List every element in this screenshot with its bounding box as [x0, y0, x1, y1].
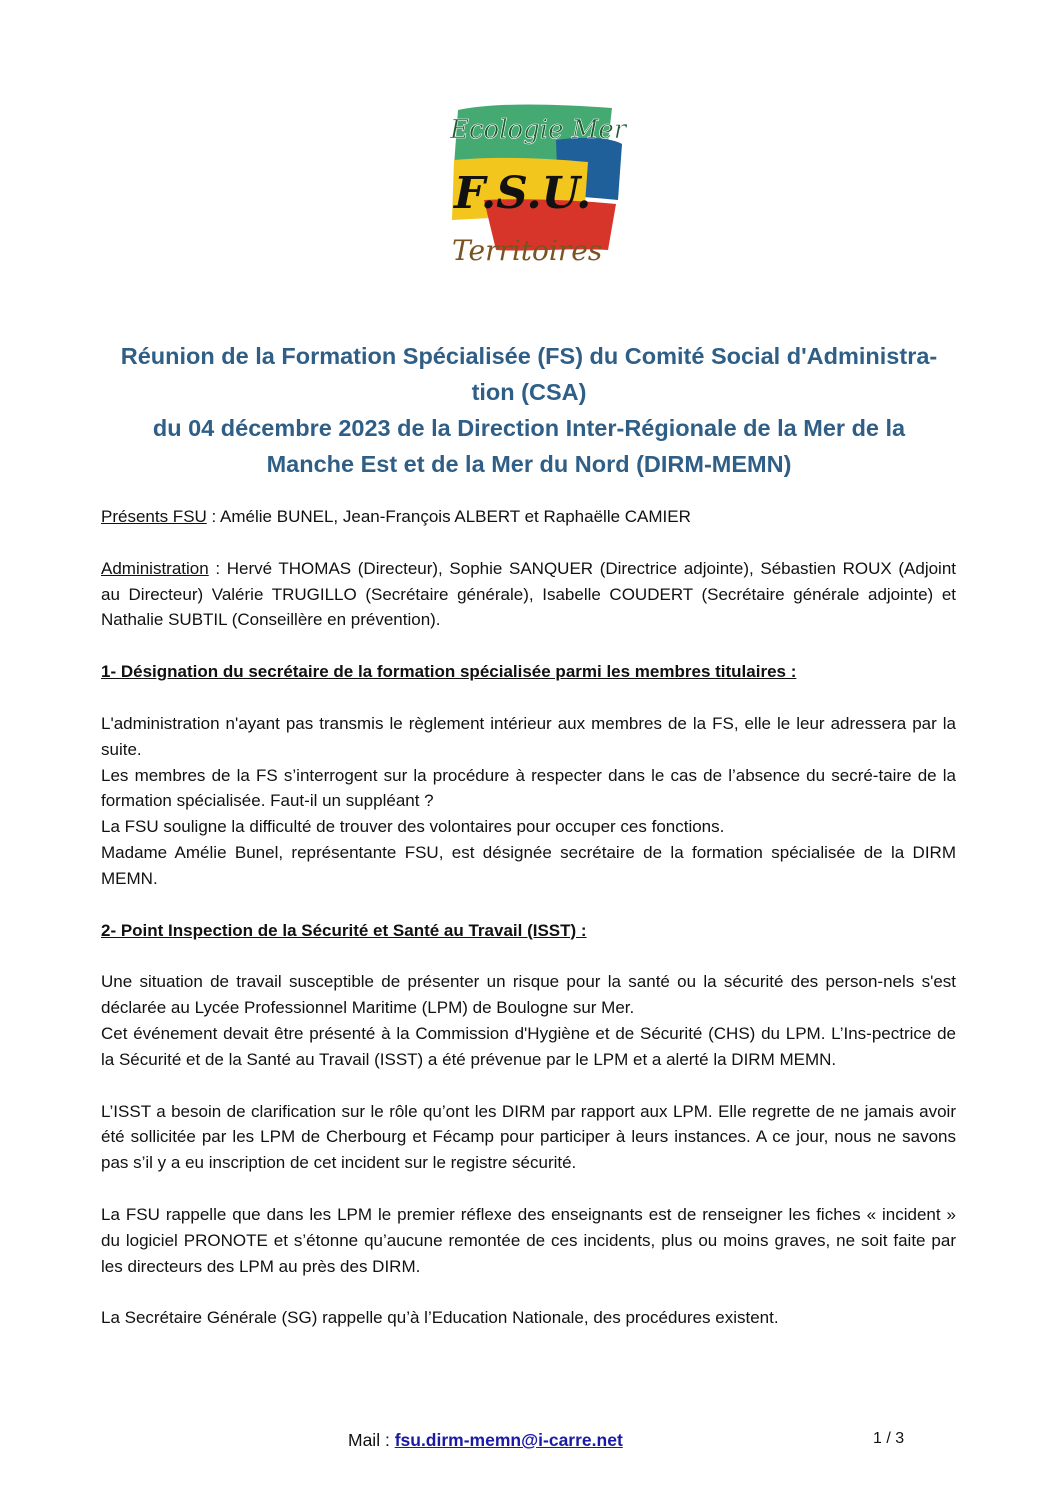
footer-mail: [348, 1430, 623, 1451]
administration-text: : Hervé THOMAS (Directeur), Sophie SANQUER (Directrice adjointe), Sébastien ROUX (Adjoint au Directeur) Valérie TRUGILLO (Secrétaire générale), Isabelle COUDERT (Secrétaire générale adjointe) et Nathalie SUBTIL (Conseillère en prévention).: [101, 558, 956, 630]
section-2-line: Cet événement devait être présenté à la Commission d'Hygiène et de Sécurité (CHS) du LPM. L’Ins-pectrice de la Sécurité et de la Santé au Travail (ISST) a été prévenue par le LPM et a alerté la DIRM MEMN.: [101, 1023, 956, 1069]
title-line-3: du 04 décembre 2023 de la Direction Inter-Régionale de la Mer de la: [152, 415, 906, 441]
section-1-line: L'administration n'ayant pas transmis le règlement intérieur aux membres de la FS, elle le leur adressera par la suite.: [101, 713, 956, 759]
section-1-line: Madame Amélie Bunel, représentante FSU, est désignée secrétaire de la formation spécialisée de la DIRM MEMN.: [101, 842, 956, 888]
page-number: 1 / 3: [873, 1430, 905, 1447]
fsu-logo: [436, 100, 628, 272]
logo-top-text: Ecologie Mer: [450, 115, 627, 145]
section-1-line: La FSU souligne la difficulté de trouver des volontaires pour occuper ces fonctions.: [101, 817, 725, 837]
section-2-paragraph-3: La FSU rappelle que dans les LPM le premier réflexe des enseignants est de renseigner les fiches « incident » du logiciel PRONOTE et s’étonne qu’aucune remontée de ces incidents, plus ou moins graves, ne soit faite par les directeurs des LPM au près des DIRM.: [101, 1204, 956, 1276]
presents-paragraph: [101, 504, 956, 530]
title-line-2: tion (CSA): [471, 379, 587, 405]
title-line-1: Réunion de la Formation Spécialisée (FS) du Comité Social d'Administra-: [120, 343, 938, 369]
section-2-heading: 2- Point Inspection de la Sécurité et Santé au Travail (ISST) :: [101, 920, 587, 940]
logo-main-text: F.S.U.: [454, 168, 592, 219]
section-2-paragraph-2: L’ISST a besoin de clarification sur le rôle qu’ont les DIRM par rapport aux LPM. Elle regrette de ne jamais avoir été sollicitée par les LPM de Cherbourg et Fécamp pour participer à leurs instances. A ce jour, nous ne savons pas s’il y a eu inscription de cet incident sur le registre sécurité.: [101, 1101, 956, 1173]
section-1-line: Les membres de la FS s’interrogent sur la procédure à respecter dans le cas de l’absence du secré-taire de la formation spécialisée. Faut-il un suppléant ?: [101, 765, 956, 811]
logo-bottom-text: Territoires: [452, 234, 603, 267]
title-line-4: Manche Est et de la Mer du Nord (DIRM-MEMN): [266, 451, 792, 477]
section-2-line: Une situation de travail susceptible de présenter un risque pour la santé ou la sécurité des person-nels s'est déclarée au Lycée Professionnel Maritime (LPM) de Boulogne sur Mer.: [101, 972, 956, 1018]
section-2-paragraph-1: [101, 969, 956, 1072]
presents-text: : Amélie BUNEL, Jean-François ALBERT et Raphaëlle CAMIER: [206, 507, 691, 526]
page-footer: [0, 1430, 1058, 1454]
presents-label: Présents FSU: [101, 507, 207, 526]
footer-mail-label: Mail :: [348, 1430, 395, 1450]
section-1-paragraph: [101, 711, 956, 892]
footer-mail-link[interactable]: fsu.dirm-memn@i-carre.net: [394, 1430, 623, 1450]
administration-label: Administration: [101, 558, 209, 578]
section-2-paragraph-4: La Secrétaire Générale (SG) rappelle qu’à l’Education Nationale, des procédures existent.: [101, 1308, 779, 1328]
administration-paragraph: [101, 556, 956, 633]
document-body: [101, 504, 956, 1331]
document-title: [96, 338, 962, 482]
section-1-heading: 1- Désignation du secrétaire de la formation spécialisée parmi les membres titulaires :: [101, 662, 797, 682]
